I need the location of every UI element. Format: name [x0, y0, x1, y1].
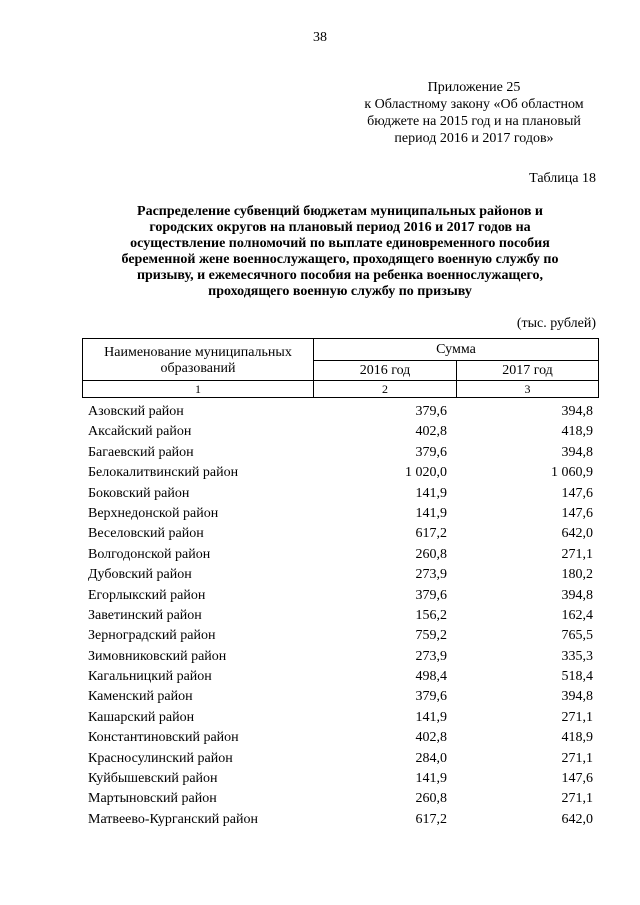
value-2016: 141,9	[415, 505, 447, 521]
value-2016: 759,2	[415, 628, 447, 644]
value-2017: 418,9	[561, 424, 593, 440]
header-col-number: 2	[313, 380, 457, 398]
municipality-name: Верхнедонской район	[88, 505, 219, 521]
value-2016: 273,9	[415, 567, 447, 583]
municipality-name: Матвеево-Курганский район	[88, 811, 258, 827]
value-2017: 394,8	[561, 444, 593, 460]
value-2016: 284,0	[415, 750, 447, 766]
header-name-cell	[82, 338, 314, 381]
title-line: проходящего военную службу по призыву	[208, 284, 472, 299]
page-number: 38	[313, 30, 327, 45]
table-label: Таблица 18	[529, 171, 596, 186]
value-2016: 260,8	[415, 546, 447, 562]
appendix-note	[340, 79, 608, 147]
table-row	[82, 402, 599, 422]
municipality-name: Егорлыкский район	[88, 587, 206, 603]
municipality-name: Кагальницкий район	[88, 669, 212, 685]
header-name-line: Наименование муниципальных	[104, 345, 292, 360]
table-row	[82, 749, 599, 769]
title-line: городских округов на плановый период 2016 и 2017 годов на	[149, 220, 531, 235]
value-2017: 271,1	[561, 791, 593, 807]
value-2017: 180,2	[561, 567, 593, 583]
municipality-name: Боковский район	[88, 485, 190, 501]
title-line: призыву, и ежемесячного пособия на ребенка военнослужащего,	[136, 268, 544, 283]
value-2017: 147,6	[561, 485, 593, 501]
value-2016: 402,8	[415, 730, 447, 746]
value-2016: 617,2	[415, 811, 447, 827]
table-header	[82, 338, 599, 402]
title-line: Распределение субвенций бюджетам муниципальных районов и	[137, 204, 543, 219]
value-2016: 273,9	[415, 648, 447, 664]
value-2016: 379,6	[415, 404, 447, 419]
value-2017: 147,6	[561, 771, 593, 787]
table-row	[82, 586, 599, 606]
table-row	[82, 463, 599, 483]
value-2016: 141,9	[415, 709, 447, 725]
value-2016: 379,6	[415, 587, 447, 603]
municipality-name: Каменский район	[88, 689, 193, 705]
municipality-name: Зимовниковский район	[88, 648, 227, 664]
value-2017: 518,4	[561, 669, 593, 685]
municipality-name: Дубовский район	[88, 567, 192, 583]
title-line: осуществление полномочий по выплате единовременного пособия	[130, 236, 550, 251]
municipality-name: Куйбышевский район	[88, 771, 218, 787]
table-row	[82, 545, 599, 565]
appendix-line: период 2016 и 2017 годов»	[394, 131, 554, 146]
table-row	[82, 504, 599, 524]
value-2017: 394,8	[561, 587, 593, 603]
table-row	[82, 769, 599, 789]
value-2016: 260,8	[415, 791, 447, 807]
value-2017: 765,5	[561, 628, 593, 644]
municipality-name: Зерноградский район	[88, 628, 216, 644]
appendix-line: бюджете на 2015 год и на плановый	[367, 114, 581, 129]
value-2017: 642,0	[561, 526, 593, 542]
value-2017: 642,0	[561, 811, 593, 827]
table-row	[82, 667, 599, 687]
table-body	[82, 402, 599, 830]
value-2016: 498,4	[415, 669, 447, 685]
value-2016: 379,6	[415, 689, 447, 705]
value-2017: 271,1	[561, 546, 593, 562]
value-2016: 141,9	[415, 771, 447, 787]
table-row	[82, 443, 599, 463]
value-2017: 271,1	[561, 709, 593, 725]
municipality-name: Константиновский район	[88, 730, 239, 746]
appendix-line: Приложение 25	[427, 80, 521, 95]
table-row	[82, 810, 599, 830]
municipality-name: Заветинский район	[88, 607, 202, 623]
header-year-2017: 2017 год	[456, 360, 599, 381]
value-2017: 162,4	[561, 607, 593, 623]
header-col-number: 1	[82, 380, 314, 398]
header-col-number: 3	[456, 380, 599, 398]
table-row	[82, 422, 599, 442]
municipality-name: Белокалитвинский район	[88, 465, 239, 481]
municipality-name: Веселовский район	[88, 526, 204, 542]
value-2017: 335,3	[561, 648, 593, 664]
units-label: (тыс. рублей)	[516, 316, 596, 331]
municipality-name: Кашарский район	[88, 709, 195, 725]
value-2016: 141,9	[415, 485, 447, 501]
value-2017: 418,9	[561, 730, 593, 746]
table-row	[82, 524, 599, 544]
value-2017: 1 060,9	[551, 465, 593, 481]
value-2016: 402,8	[415, 424, 447, 440]
municipality-name: Азовский район	[88, 404, 184, 419]
value-2016: 1 020,0	[405, 465, 447, 481]
value-2016: 379,6	[415, 444, 447, 460]
header-name-line: образований	[160, 361, 236, 376]
value-2016: 617,2	[415, 526, 447, 542]
appendix-line: к Областному закону «Об областном	[364, 97, 584, 112]
table-row	[82, 708, 599, 728]
value-2017: 394,8	[561, 689, 593, 705]
value-2017: 147,6	[561, 505, 593, 521]
header-year-2016: 2016 год	[313, 360, 457, 381]
table-row	[82, 484, 599, 504]
document-title	[82, 204, 598, 300]
table-row	[82, 606, 599, 626]
table-row	[82, 687, 599, 707]
value-2017: 271,1	[561, 750, 593, 766]
table-row	[82, 789, 599, 809]
value-2017: 394,8	[561, 404, 593, 419]
table-row	[82, 626, 599, 646]
table-row	[82, 565, 599, 585]
municipality-name: Мартыновский район	[88, 791, 217, 807]
value-2016: 156,2	[415, 607, 447, 623]
municipality-name: Волгодонской район	[88, 546, 211, 562]
table-row	[82, 647, 599, 667]
title-line: беременной жене военнослужащего, проходящего военную службу по	[121, 252, 559, 267]
table-row	[82, 728, 599, 748]
municipality-name: Красносулинский район	[88, 750, 233, 766]
municipality-name: Багаевский район	[88, 444, 194, 460]
municipality-name: Аксайский район	[88, 424, 192, 440]
header-sum-cell: Сумма	[313, 338, 599, 361]
